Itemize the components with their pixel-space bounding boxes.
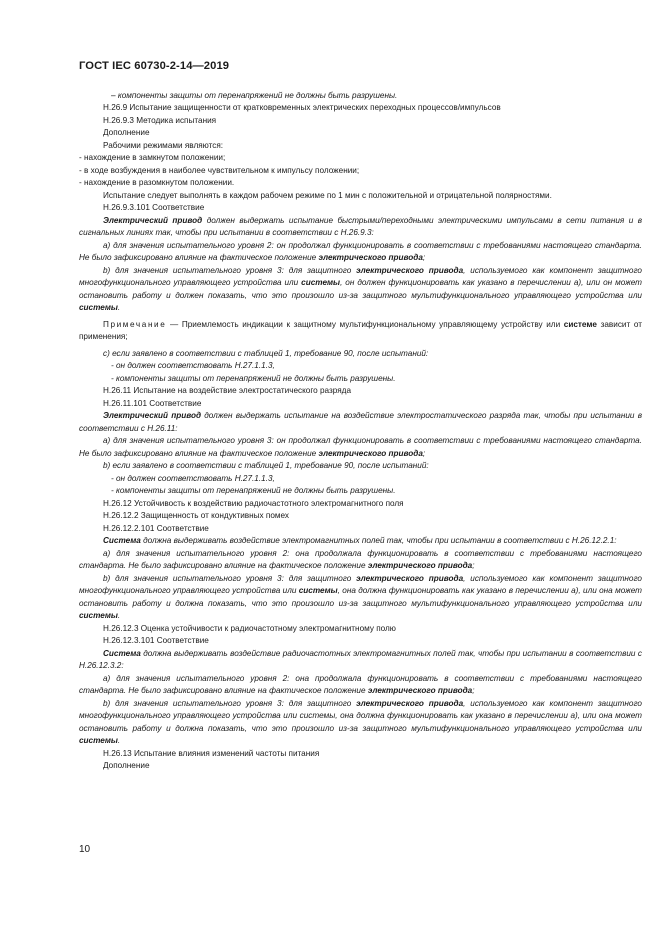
section-heading: H.26.9.3 Методика испытания (103, 115, 217, 125)
section-heading: H.26.12.2 Защищенность от кондуктивных помех (103, 511, 289, 520)
list-item: - он должен соответствовать H.27.1.1.3, (111, 473, 275, 483)
paragraph: b) если заявлено в соответствии с таблицей 1, требование 90, после испытаний: (103, 461, 429, 470)
paragraph: а) для значения испытательного уровня 3: он продолжал функционировать в соответствии с требованиями настоящего стандарта. Не было зафиксировано влияние на фактическое положение электрического привода; (79, 436, 642, 458)
list-item: - в ходе возбуждения в наиболее чувствительном к импульсу положении; (79, 165, 360, 175)
section-heading: H.26.12.2.101 Соответствие (103, 523, 209, 533)
paragraph: а) для значения испытательного уровня 2: она продолжала функционировать в соответствии с требованиями настоящего стандарта. Не было зафиксировано влияние на фактическое положение электрического привода; (79, 548, 642, 570)
section-heading: H.26.11 Испытание на воздействие электростатического разряда (103, 386, 351, 395)
paragraph: Электрический привод должен выдержать испытание быстрыми/переходными электрическими импульсами в сети питания и в сигнальных линиях так, чтобы при испытании в соответствии с H.26.9.3: (79, 215, 642, 237)
section-heading: H.26.11.101 Соответствие (103, 398, 202, 408)
paragraph: b) для значения испытательного уровня 3: для защитного электрического привода, используемого как компонент защитного многофункционального управляющего устройства или системы, она должна функционировать как указано в перечислении а), или она может остановить работу и должна показать, что это произошло из-за защитного мультифункционального управляющего устройства или системы. (79, 573, 643, 620)
list-item: - нахождение в замкнутом положении; (79, 153, 226, 162)
list-item: - нахождение в разомкнутом положении. (79, 178, 235, 187)
paragraph: а) для значения испытательного уровня 2: она продолжала функционировать в соответствии с требованиями настоящего стандарта. Не было зафиксировано влияние на фактическое положение электрического привода; (79, 673, 642, 695)
paragraph: Система должна выдерживать воздействие электромагнитных полей так, чтобы при испытании в соответствии с H.26.12.2.1: (103, 536, 617, 545)
list-item: - компоненты защиты от перенапряжений не должны быть разрушены. (111, 373, 396, 383)
paragraph: с) если заявлено в соответствии с таблицей 1, требование 90, после испытаний: (103, 348, 429, 358)
paragraph: Рабочими режимами являются: (103, 140, 224, 150)
section-heading: H.26.12.3.101 Соответствие (103, 636, 209, 645)
section-heading: H.26.12.3 Оценка устойчивости к радиочастотному электромагнитному полю (103, 623, 396, 633)
paragraph: Электрический привод должен выдержать испытание на воздействие электростатического разряда так, чтобы при испытании в соответствии с H.26.11: (79, 411, 642, 433)
paragraph: Дополнение (103, 128, 150, 137)
paragraph: b) для значения испытательного уровня 3: для защитного электрического привода, используемого как компонент защитного многофункционального управляющего устройства или системы, она должна функционировать как указано в перечислении а), или она может остановить работу и должна показать, что это произошло из-за защитного мультифункционального управляющего устройства или системы. (79, 698, 642, 745)
section-heading: H.26.13 Испытание влияния изменений частоты питания (103, 748, 320, 758)
section-heading: H.26.12 Устойчивость к воздействию радиочастотного электромагнитного поля (103, 498, 404, 508)
document-body (79, 90, 642, 773)
paragraph: Система должна выдерживать воздействие радиочастотных электромагнитных полей так, чтобы при испытании в соответствии с H.26.12.3.2: (79, 648, 642, 670)
section-heading: H.26.9 Испытание защищенности от кратковременных электрических переходных процессов/импульсов (103, 103, 501, 112)
list-item: - он должен соответствовать H.27.1.1.3, (111, 361, 275, 370)
paragraph: Дополнение (103, 761, 150, 770)
note: Примечание — Приемлемость индикации к защитному мультифункциональному управляющему устройству или системе зависит от применения; (79, 319, 642, 341)
document-header: ГОСТ IEC 60730-2-14—2019 (79, 60, 230, 72)
paragraph: – компоненты защиты от перенапряжений не должны быть разрушены. (111, 90, 398, 100)
page-number: 10 (79, 844, 91, 855)
paragraph: а) для значения испытательного уровня 2: он продолжал функционировать в соответствии с требованиями настоящего стандарта. Не было зафиксировано влияние на фактическое положение электрического привода; (79, 240, 642, 262)
section-heading: H.26.9.3.101 Соответствие (103, 203, 205, 212)
paragraph: Испытание следует выполнять в каждом рабочем режиме по 1 мин с положительной и отрицательной полярностями. (103, 190, 552, 200)
list-item: - компоненты защиты от перенапряжений не должны быть разрушены. (111, 486, 396, 495)
paragraph: b) для значения испытательного уровня 3: для защитного электрического привода, используемого как компонент защитного многофункционального управляющего устройства или системы, он должен функционировать как указано в перечислении а), или он может остановить работу и должен показать, что это произошло из-за защитного мультифункционального управляющего устройства или системы. (79, 265, 642, 312)
